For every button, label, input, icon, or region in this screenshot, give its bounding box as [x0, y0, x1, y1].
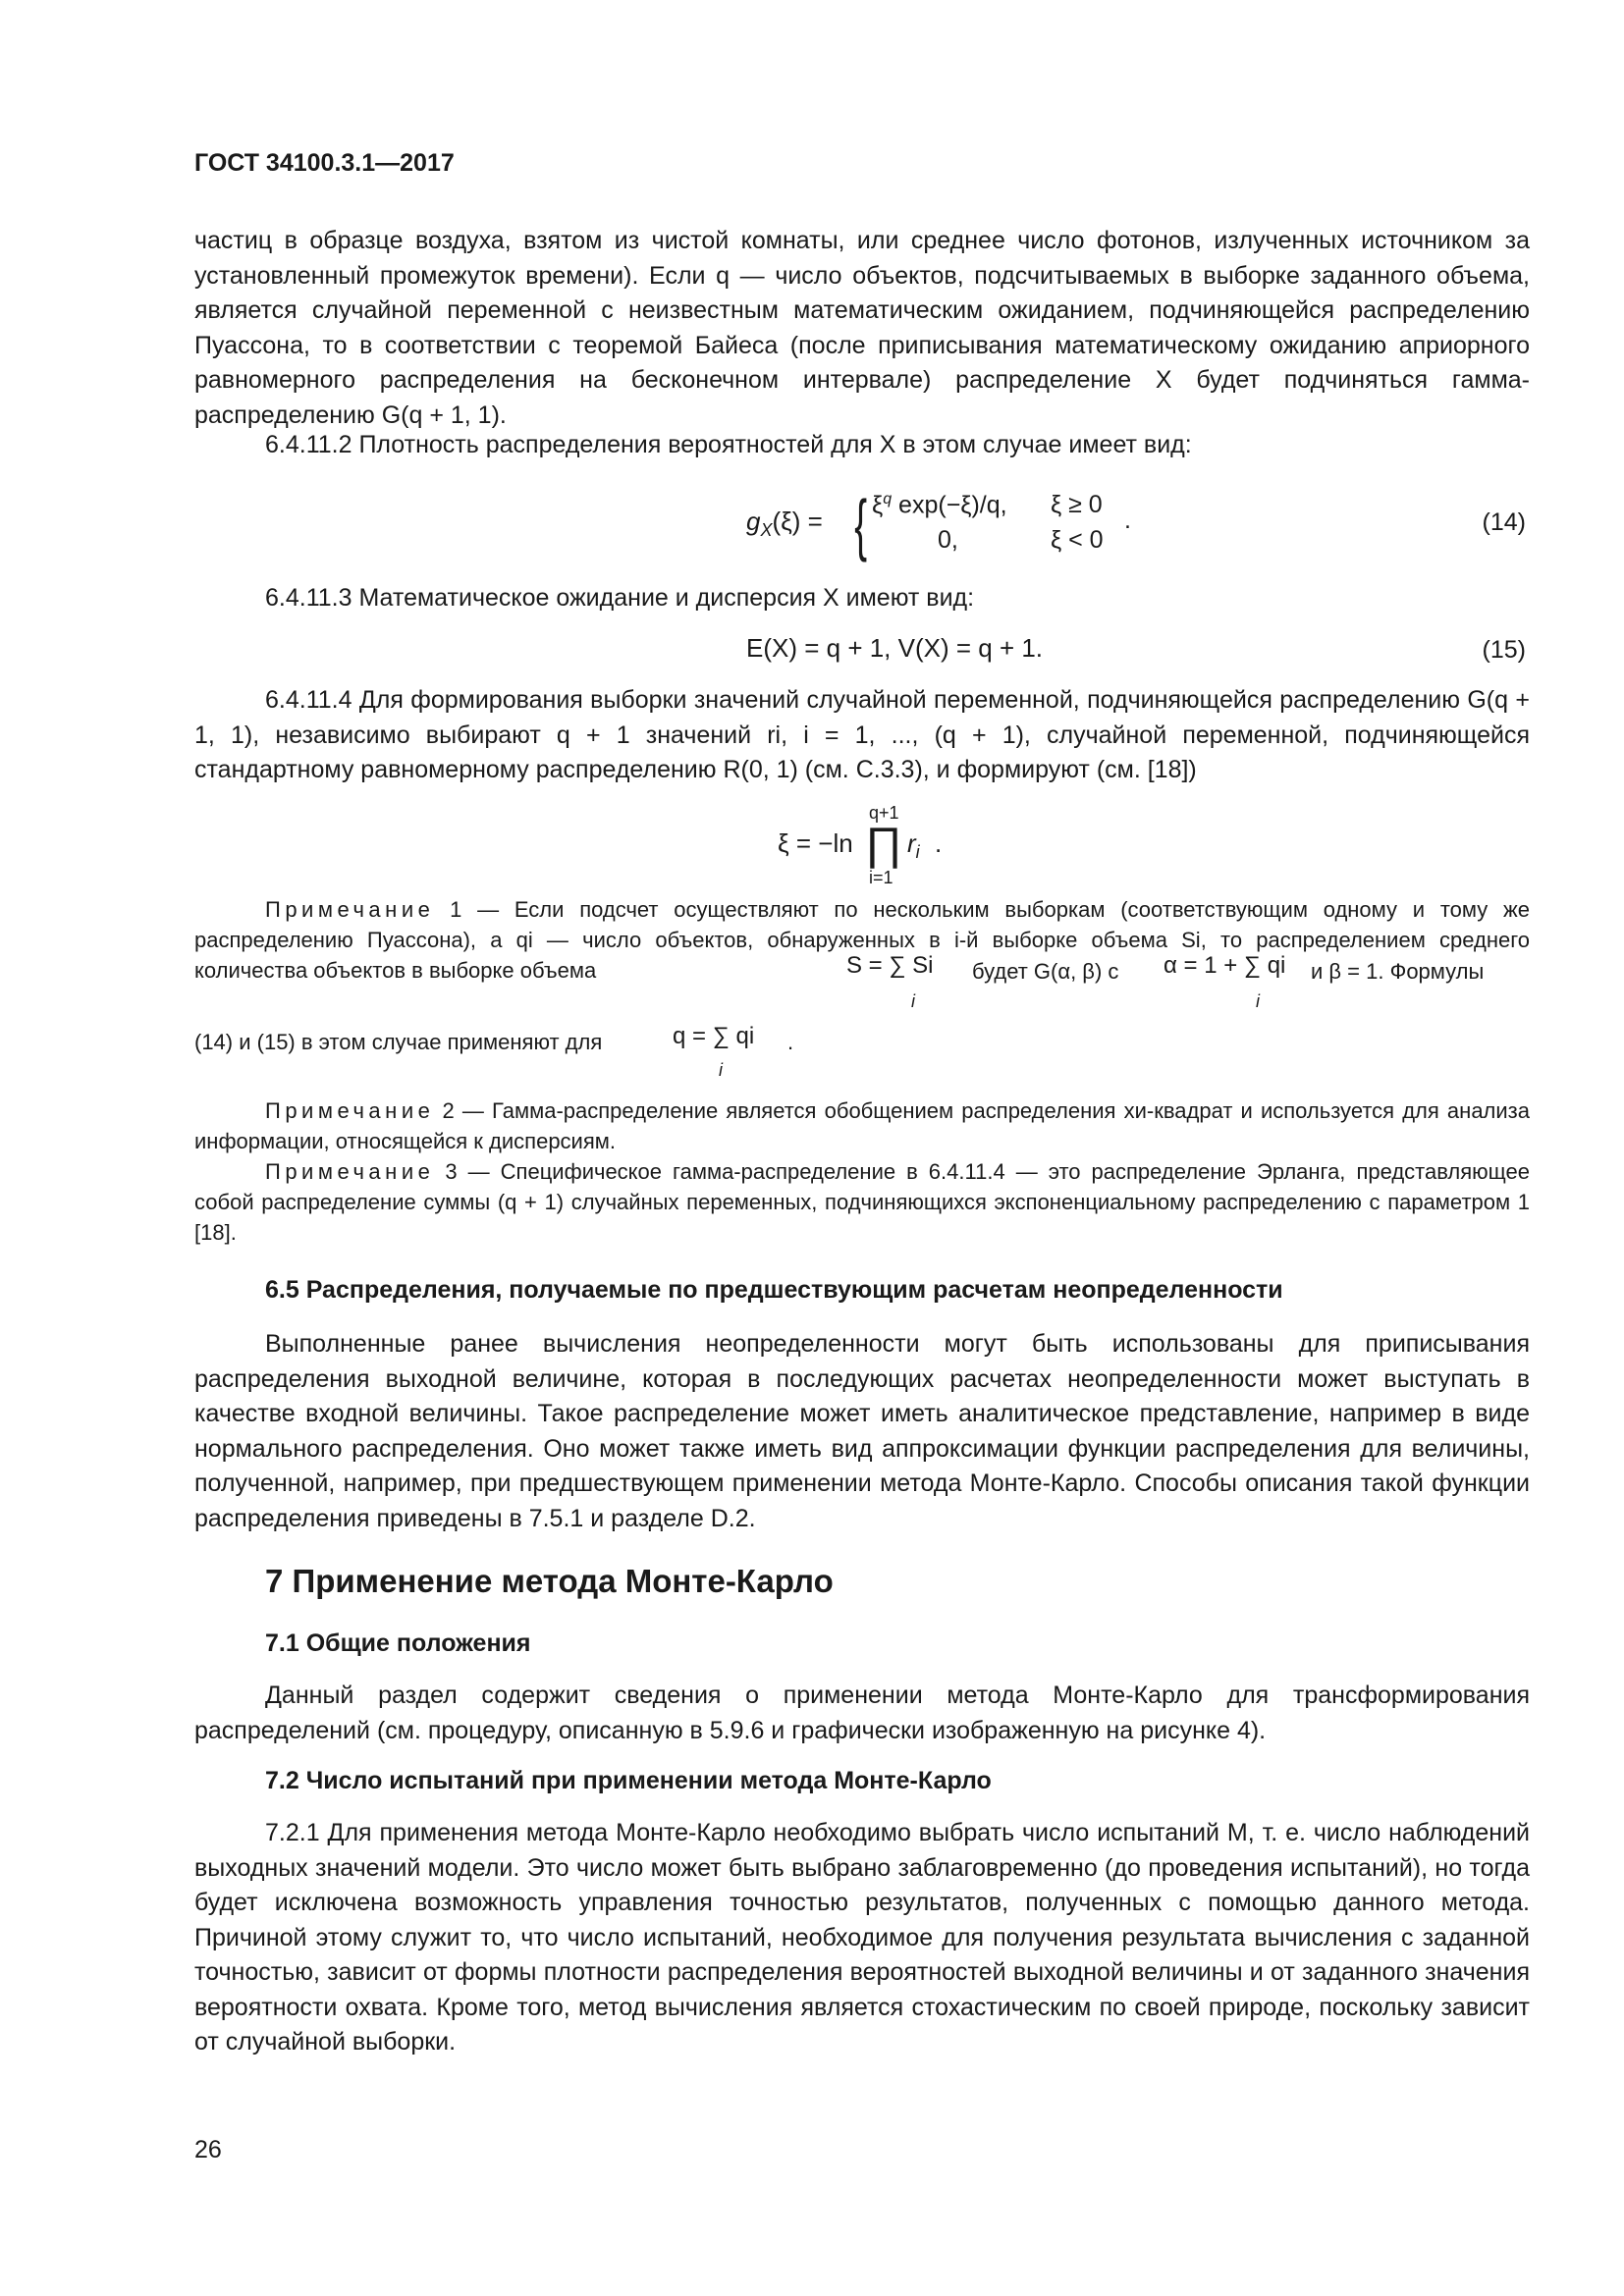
- eq-xi-end: .: [935, 828, 943, 858]
- paragraph-6-5: Выполненные ранее вычисления неопределенности могут быть использованы для приписывания распределения выходной величине, которая в последующих расчетах неопределенности может выступать в качестве входной величины. Такое распределение может иметь аналитическое представление, например в виде нормального распределения. Оно может также иметь вид аппроксимации функции распределения для величины, полученной, например, при предшествующем применении метода Монте-Карло. Способы описания такой функции распределения приведены в 7.5.1 и разделе D.2.: [194, 1330, 1530, 1532]
- product-symbol: ∏: [865, 818, 902, 869]
- heading-7: 7 Применение метода Монте-Карло: [265, 1563, 834, 1599]
- note-1-label: Примечание: [265, 897, 435, 922]
- note-1-s-formula: S = ∑ Si: [846, 952, 934, 979]
- page-header: ГОСТ 34100.3.1—2017: [194, 149, 455, 177]
- eq-xi-lhs: ξ = −ln: [778, 828, 853, 858]
- note-1-alpha-formula: α = 1 + ∑ qi: [1164, 952, 1286, 979]
- equation-15-number: (15): [1482, 636, 1526, 664]
- note-1-end: .: [787, 1030, 794, 1054]
- paragraph-7-2-1: 7.2.1 Для применения метода Монте-Карло необходимо выбрать число испытаний M, т. е. число наблюдений выходных значений модели. Это число может быть выбрано заблаговременно (до проведения испытаний), но тогда будет исключена возможность управления точностью результатов, полученных с помощью данного метода. Причиной этому служит то, что число испытаний, необходимое для получения результата вычисления с заданной точностью, зависит от формы плотности распределения вероятностей выходной величины и от заданного значения вероятности охвата. Кроме того, метод вычисления является стохастическим по своей природе, поскольку зависит от случайной выборки.: [194, 1819, 1530, 2056]
- eq-xi-term-sub: i: [915, 842, 920, 863]
- note-3-text: — Специфическое гамма-распределение в 6.4.11.4 — это распределение Эрланга, представляющее собой распределение суммы (q + 1) случайных переменных, подчиняющихся экспоненциальному распределению с параметром 1 [18].: [194, 1159, 1530, 1245]
- eq14-lhs: g: [746, 507, 761, 536]
- brace: {: [854, 486, 868, 562]
- note-1-s-index: i: [911, 991, 915, 1011]
- note-1-text3: и β = 1. Формулы: [1311, 959, 1485, 984]
- eq14-row1-sup: q: [883, 491, 893, 507]
- note-3: [194, 1156, 1530, 1248]
- note-3-label: Примечание: [265, 1159, 435, 1184]
- note-1-num: 1: [450, 897, 462, 922]
- note-3-num: 3: [445, 1159, 458, 1184]
- page-number: 26: [194, 2136, 222, 2163]
- eq14-row1-cond: ξ ≥ 0: [1051, 491, 1103, 518]
- note-1-q-index: i: [719, 1060, 723, 1080]
- equation-15: E(X) = q + 1, V(X) = q + 1.: [746, 633, 1044, 663]
- eq14-row1-rest: exp(−ξ)/q,: [892, 491, 1007, 519]
- note-2-num: 2: [442, 1098, 455, 1123]
- equation-14: [746, 487, 1159, 565]
- eq14-lhs-sub: X: [760, 520, 773, 541]
- paragraph-intro: частиц в образце воздуха, взятом из чистой комнаты, или среднее число фотонов, излученных источником за установленный промежуток времени). Если q — число объектов, подсчитываемых в выборке заданного объема, является случайной переменной с неизвестным математическим ожиданием, подчиняющейся распределению Пуассона, то в соответствии с теоремой Байеса (после приписывания математическому ожиданию априорного равномерного распределения на бесконечном интервале) распределение X будет подчиняться гамма-распределению G(q + 1, 1).: [194, 227, 1530, 429]
- eq14-lhs-arg: (ξ) =: [772, 507, 823, 536]
- note-1-alpha-index: i: [1256, 991, 1260, 1011]
- eq-xi-term: r: [907, 828, 916, 858]
- heading-7-2: 7.2 Число испытаний при применении метода Монте-Карло: [265, 1767, 992, 1794]
- eq14-row2-cond: ξ < 0: [1051, 526, 1104, 554]
- eq-xi-prod-bottom: i=1: [869, 868, 893, 887]
- paragraph-7-1: Данный раздел содержит сведения о применении метода Монте-Карло для трансформирования распределений (см. процедуру, описанную в 5.9.6 и графически изображенную на рисунке 4).: [194, 1682, 1530, 1744]
- paragraph-6-4-11-2: 6.4.11.2 Плотность распределения вероятностей для X в этом случае имеет вид:: [265, 431, 1192, 458]
- heading-7-1: 7.1 Общие положения: [265, 1629, 531, 1657]
- eq14-row1-expr: ξ: [872, 491, 884, 519]
- equation-14-number: (14): [1482, 508, 1526, 536]
- note-1-text4: (14) и (15) в этом случае применяют для: [194, 1030, 603, 1054]
- heading-6-5: 6.5 Распределения, получаемые по предшествующим расчетам неопределенности: [265, 1276, 1283, 1304]
- note-2-label: Примечание: [265, 1098, 435, 1123]
- eq14-row2-expr: 0,: [938, 526, 958, 554]
- note-2-text: — Гамма-распределение является обобщением распределения хи-квадрат и используется для анализа информации, относящейся к дисперсиям.: [194, 1098, 1530, 1153]
- note-1-text2: будет G(α, β) с: [972, 959, 1119, 984]
- paragraph-6-4-11-3: 6.4.11.3 Математическое ожидание и дисперсия X имеют вид:: [265, 584, 975, 612]
- eq-xi-prod-top: q+1: [869, 803, 899, 823]
- eq14-period: .: [1124, 507, 1131, 534]
- note-1-q-formula: q = ∑ qi: [673, 1023, 755, 1049]
- note-2: [194, 1095, 1530, 1156]
- note-1-text1: — Если подсчет осуществляют по нескольким выборкам (соответствующим одному и тому же распределению Пуассона), а qi — число объектов, обнаруженных в i-й выборке объема Si, то распределением среднего количества объектов в выборке объема: [194, 897, 1530, 983]
- paragraph-6-4-11-4: 6.4.11.4 Для формирования выборки значений случайной переменной, подчиняющейся распределению G(q + 1, 1), независимо выбирают q + 1 значений ri, i = 1, ..., (q + 1), случайной переменной, подчиняющейся стандартному равномерному распределению R(0, 1) (см. С.3.3), и формируют (см. [18]): [194, 686, 1530, 783]
- equation-xi: [778, 803, 954, 891]
